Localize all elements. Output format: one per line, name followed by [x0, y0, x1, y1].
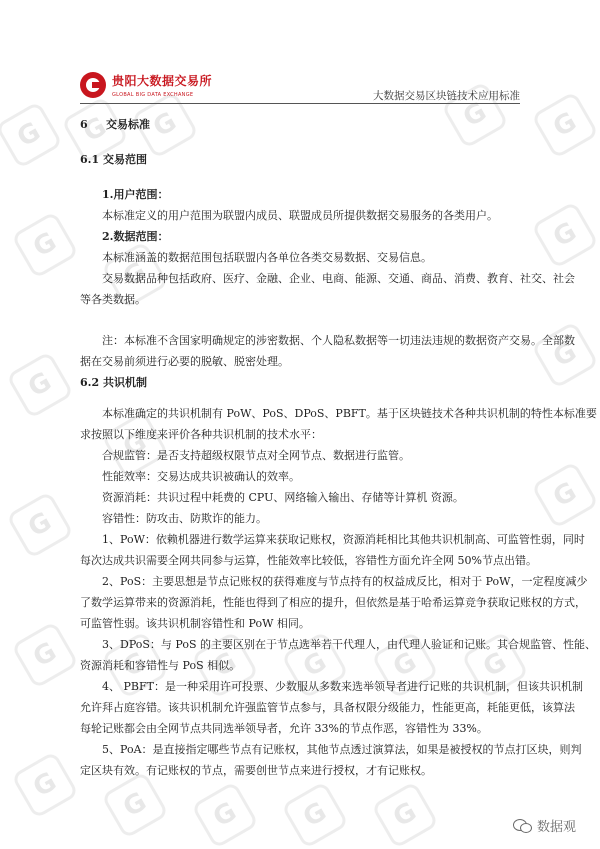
- user-scope-heading: 1.用户范围：: [102, 188, 169, 201]
- poa-line-1: 5、PoA：是直接指定哪些节点有记账权，其他节点透过演算法，如果是被授权的节点打区块，则判: [102, 743, 582, 756]
- watermark-logo-icon: [6, 491, 74, 559]
- note-line-2: 据在交易前须进行必要的脱敏、脱密处理。: [80, 355, 289, 368]
- note-line-1: 注：本标准不含国家明确规定的涉密数据、个人隐私数据等一切违法违规的数据资产交易。全部数: [102, 334, 575, 347]
- pbft-line-1: 4、 PBFT：是一种采用许可投票、少数服从多数来选举领导者进行记账的共识机制，但该共识机制: [102, 680, 583, 693]
- wechat-icon: [513, 819, 531, 833]
- watermark-logo-icon: [11, 211, 79, 279]
- section-number: 6: [80, 118, 88, 131]
- pow-line-2: 每次达成共识需要全网共同参与运算，性能效率比较低，容错性方面允许全网 50%节点出错。: [80, 554, 537, 567]
- pow-line-1: 1、PoW：依赖机器进行数学运算来获取记账权，资源消耗相比其他共识机制高、可监管性弱，同时: [102, 533, 585, 546]
- exchange-logo-icon: [80, 72, 106, 98]
- watermark-logo-icon: [11, 751, 79, 819]
- watermark-logo-icon: [281, 781, 349, 849]
- consensus-intro-line-2: 求按照以下维度来评价各种共识机制的技术水平：: [80, 428, 322, 441]
- subsection-heading-6-2: 6.2 共识机制: [80, 376, 147, 389]
- header-title: 大数据交易区块链技术应用标准: [373, 90, 520, 102]
- brand-name: 数据观: [536, 820, 576, 835]
- dimension-fault-tolerance: 容错性：防攻击、防欺诈的能力。: [102, 512, 267, 525]
- data-types-line-1: 交易数据品种包括政府、医疗、金融、企业、电商、能源、交通、商品、消费、教育、社交、社会: [102, 272, 575, 285]
- dpos-line-2: 资源消耗和容错性与 PoS 相似。: [80, 659, 241, 672]
- logo-text: [112, 72, 212, 98]
- section-title: 交易标准: [106, 118, 150, 131]
- pbft-line-3: 每轮记账都会由全网节点共同选举领导者，允许 33%的节点作恶，容错性为 33%。: [80, 722, 488, 735]
- watermark-logo-icon: [371, 781, 439, 849]
- subsection-heading-6-1: 6.1 交易范围: [80, 153, 147, 166]
- pos-line-1: 2、PoS：主要思想是节点记账权的获得难度与节点持有的权益成反比，相对于 PoW，一定程度减少: [102, 575, 588, 588]
- dimension-compliance: 合规监管：是否支持超级权限节点对全网节点、数据进行监管。: [102, 449, 410, 462]
- data-types-line-2: 等各类数据。: [80, 293, 146, 306]
- logo-en-name: GLOBAL BIG DATA EXCHANGE: [112, 92, 194, 98]
- source-brand: [513, 816, 576, 835]
- data-scope-paragraph: 本标准涵盖的数据范围包括联盟内各单位各类交易数据、交易信息。: [102, 251, 432, 264]
- document-body: [80, 110, 597, 781]
- watermark-logo-icon: [101, 771, 169, 839]
- user-scope-paragraph: 本标准定义的用户范围为联盟内成员、联盟成员所提供数据交易服务的各类用户。: [102, 209, 498, 222]
- dimension-resource: 资源消耗：共识过程中耗费的 CPU、网络输入输出、存储等计算机 资源。: [102, 491, 464, 504]
- page-header: [0, 0, 600, 112]
- consensus-intro-line-1: 本标准确定的共识机制有 PoW、PoS、DPoS、PBFT。基于区块链技术各种共识机制的特性本标准要: [102, 407, 597, 420]
- section-heading: [80, 114, 540, 135]
- exchange-logo: [80, 72, 212, 98]
- data-scope-heading: 2.数据范围：: [102, 230, 169, 243]
- watermark-logo-icon: [191, 781, 259, 849]
- watermark-logo-icon: [11, 621, 79, 689]
- pos-line-2: 了数学运算带来的资源消耗，性能也得到了相应的提升，但依然是基于哈希运算竞争获取记账权的方式，: [80, 596, 586, 609]
- watermark-logo-icon: [531, 201, 599, 269]
- dpos-line-1: 3、DPoS：与 PoS 的主要区别在于节点选举若干代理人，由代理人验证和记账。其合规监管、性能、: [102, 638, 597, 651]
- poa-line-2: 定区块有效。有记账权的节点，需要创世节点来进行授权，才有记账权。: [80, 764, 432, 777]
- pos-line-3: 可监管性弱。该共识机制容错性和 PoW 相同。: [80, 617, 310, 630]
- logo-cn-name: 贵阳大数据交易所: [112, 74, 213, 88]
- dimension-performance: 性能效率：交易达成共识被确认的效率。: [102, 470, 300, 483]
- pbft-line-2: 允许拜占庭容错。该共识机制允许强监管节点参与，具备权限分级能力，性能更高，耗能更低，该算法: [80, 701, 575, 714]
- watermark-logo-icon: [6, 351, 74, 419]
- header-divider: [80, 103, 520, 104]
- watermark-logo-icon: [531, 461, 599, 529]
